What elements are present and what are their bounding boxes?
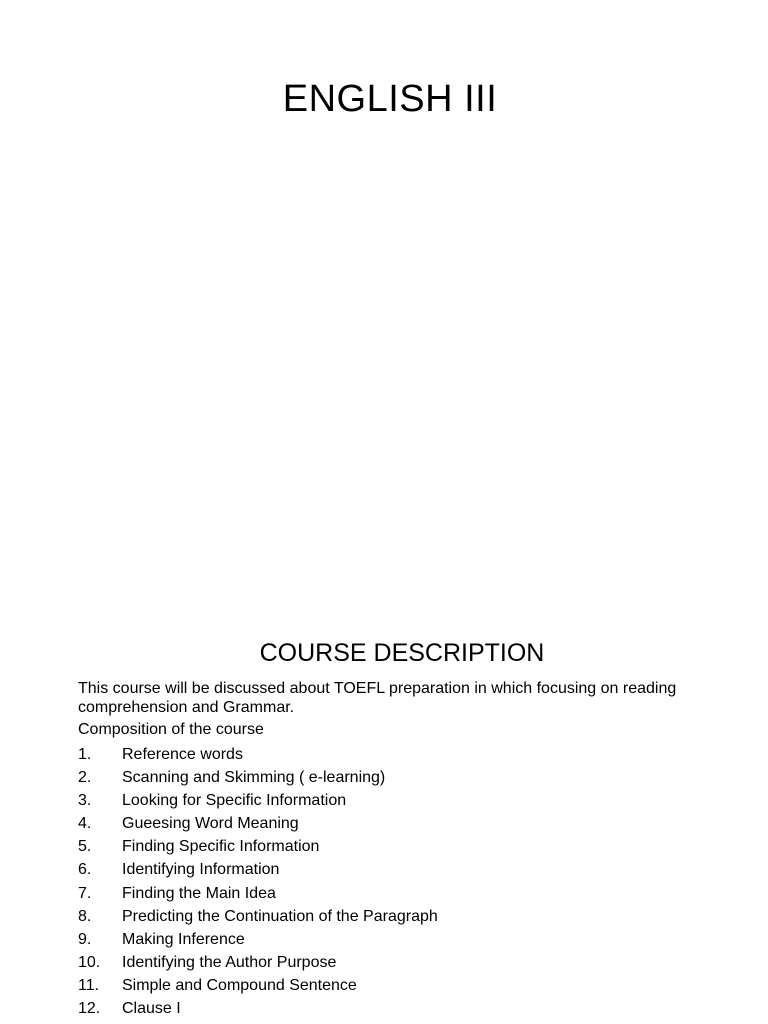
list-item-text: Making Inference [122, 930, 245, 948]
list-item-text: Scanning and Skimming ( e-learning) [122, 769, 386, 787]
list-item-text: Gueesing Word Meaning [122, 815, 299, 833]
list-item [78, 743, 718, 766]
list-item-number: 7. [78, 884, 92, 902]
list-item [78, 835, 718, 858]
list-item-number: 6. [78, 861, 92, 879]
list-item-number: 12. [78, 1000, 101, 1018]
list-item [78, 928, 718, 951]
list-item [78, 789, 718, 812]
list-item-number: 4. [78, 815, 92, 833]
list-item-text: Finding Specific Information [122, 838, 320, 856]
list-item [78, 858, 718, 881]
page-title: ENGLISH III [282, 78, 498, 121]
list-item [78, 766, 718, 789]
course-description-body [78, 679, 718, 1020]
list-item-text: Identifying Information [122, 861, 280, 879]
list-item-text: Simple and Compound Sentence [122, 976, 357, 994]
list-item-text: Finding the Main Idea [122, 884, 276, 902]
list-item-number: 10. [78, 953, 101, 971]
list-item-text: Reference words [122, 746, 243, 763]
list-item-number: 11. [78, 976, 100, 994]
list-item-number: 1. [78, 746, 92, 763]
list-item [78, 951, 718, 974]
list-item [78, 997, 718, 1020]
list-item-number: 9. [78, 930, 92, 948]
list-item-number: 2. [78, 769, 92, 787]
list-item-number: 8. [78, 907, 92, 925]
list-item [78, 882, 718, 905]
list-item-number: 3. [78, 792, 92, 810]
list-item [78, 812, 718, 835]
list-item-text: Identifying the Author Purpose [122, 953, 337, 971]
list-item-number: 5. [78, 838, 92, 856]
composition-label: Composition of the course [78, 721, 264, 738]
list-item [78, 905, 718, 928]
course-intro-text: This course will be discussed about TOEFL preparation in which focusing on reading comprehension and Grammar. [78, 680, 677, 716]
list-item-text: Clause I [122, 1000, 181, 1018]
list-item-text: Looking for Specific Information [122, 792, 347, 810]
list-item [78, 974, 718, 997]
list-item-text: Predicting the Continuation of the Paragraph [122, 907, 438, 925]
section-heading: COURSE DESCRIPTION [259, 638, 545, 667]
course-topic-list [78, 743, 718, 1020]
